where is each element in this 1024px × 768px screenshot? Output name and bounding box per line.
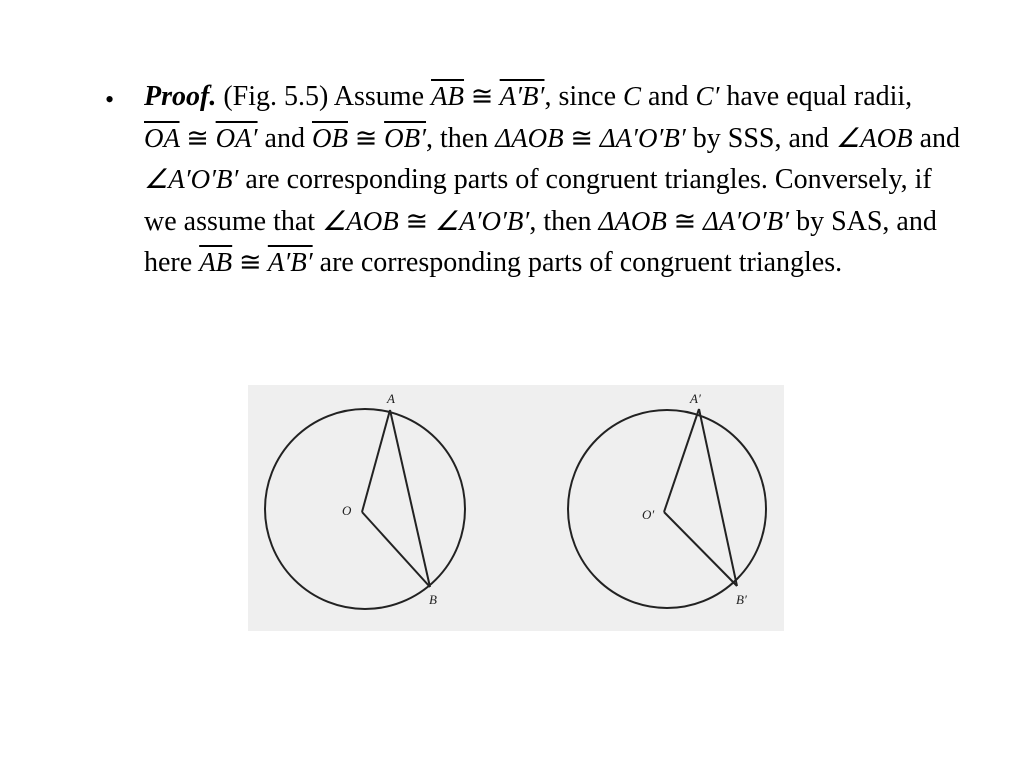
congruent-symbol: ≅ — [238, 247, 262, 277]
radius-ob-line — [362, 512, 430, 587]
math-radii-oa — [144, 123, 258, 153]
angle-aob: ∠AOB — [322, 205, 399, 236]
congruent-symbol: ≅ — [470, 81, 494, 111]
left-circle-group — [265, 391, 465, 609]
text-by-sss: by SSS, and — [685, 122, 836, 154]
figure-svg — [248, 385, 784, 631]
text-and: and — [257, 122, 312, 154]
figure-two-circles — [248, 385, 784, 631]
segment-oap: OA′ — [215, 122, 258, 153]
text-end: are corresponding parts of congruent triangles. — [312, 247, 843, 278]
chord-apbp-line — [699, 409, 737, 586]
circle-c: C — [623, 81, 642, 111]
math-angle-congruence — [322, 206, 529, 236]
congruent-symbol: ≅ — [186, 122, 209, 153]
angle-apopbp: ∠A′O′B′ — [144, 164, 239, 194]
text-and: and — [641, 81, 696, 112]
label-a: A — [387, 391, 395, 406]
label-op: O′ — [642, 507, 655, 522]
math-triangle-congruence-2 — [599, 206, 790, 236]
right-circle-group — [568, 391, 766, 608]
text-since: , since — [544, 81, 623, 112]
congruent-symbol: ≅ — [354, 122, 378, 153]
text-then: , then — [529, 205, 599, 237]
congruent-symbol: ≅ — [673, 205, 697, 236]
triangle-apopbp: ΔA′O′B′ — [599, 122, 686, 153]
text-and: and — [912, 122, 961, 154]
math-triangle-congruence — [495, 123, 686, 153]
circle-cp: C′ — [695, 81, 720, 111]
circle-c-shape — [265, 409, 465, 609]
radius-opap-line — [664, 409, 699, 512]
math-congruence-segments — [431, 81, 544, 111]
text-by-sas: by SAS, and here — [144, 205, 937, 278]
text-have-equal-radii: have equal radii, — [719, 81, 913, 112]
triangle-aob: ΔAOB — [598, 205, 667, 236]
segment-apbp: A′B′ — [499, 81, 545, 111]
label-b: B — [429, 592, 437, 607]
segment-ob: $\overline{OB}$ — [311, 122, 348, 153]
segment-ab: $\overline{AB}$ — [199, 247, 233, 277]
segment-apbp: A′B′ — [267, 247, 313, 277]
proof-paragraph — [144, 76, 964, 284]
congruent-symbol: ≅ — [570, 122, 593, 153]
angle-apopbp: ∠A′O′B′ — [434, 205, 530, 236]
radius-opbp-line — [664, 512, 737, 586]
text-fig-ref: (Fig. 5.5) Assume — [216, 81, 432, 112]
segment-oa: $\overline{OA}$ — [144, 122, 180, 153]
congruent-symbol: ≅ — [405, 205, 429, 236]
triangle-apopbp: ΔA′O′B′ — [703, 205, 790, 236]
label-ap: A′ — [690, 391, 701, 406]
bullet-point: • — [105, 85, 115, 114]
chord-ab-line — [390, 410, 430, 587]
triangle-aob: ΔAOB — [495, 122, 564, 153]
label-bp: B′ — [736, 592, 747, 607]
math-radii-ob — [312, 123, 426, 153]
label-o: O — [342, 503, 352, 518]
angle-aob: ∠AOB — [835, 122, 913, 153]
segment-ab: $\overline{AB}$ — [431, 81, 465, 111]
text-corresponding-conversely: are corresponding parts of congruent triangles. Conversely, if we assume that — [144, 164, 932, 237]
segment-obp: OB′ — [384, 122, 427, 153]
math-segment-congruence-2 — [199, 247, 312, 277]
radius-oa-line — [362, 410, 390, 512]
text-then: , then — [426, 122, 496, 154]
proof-label: Proof. — [144, 81, 217, 112]
